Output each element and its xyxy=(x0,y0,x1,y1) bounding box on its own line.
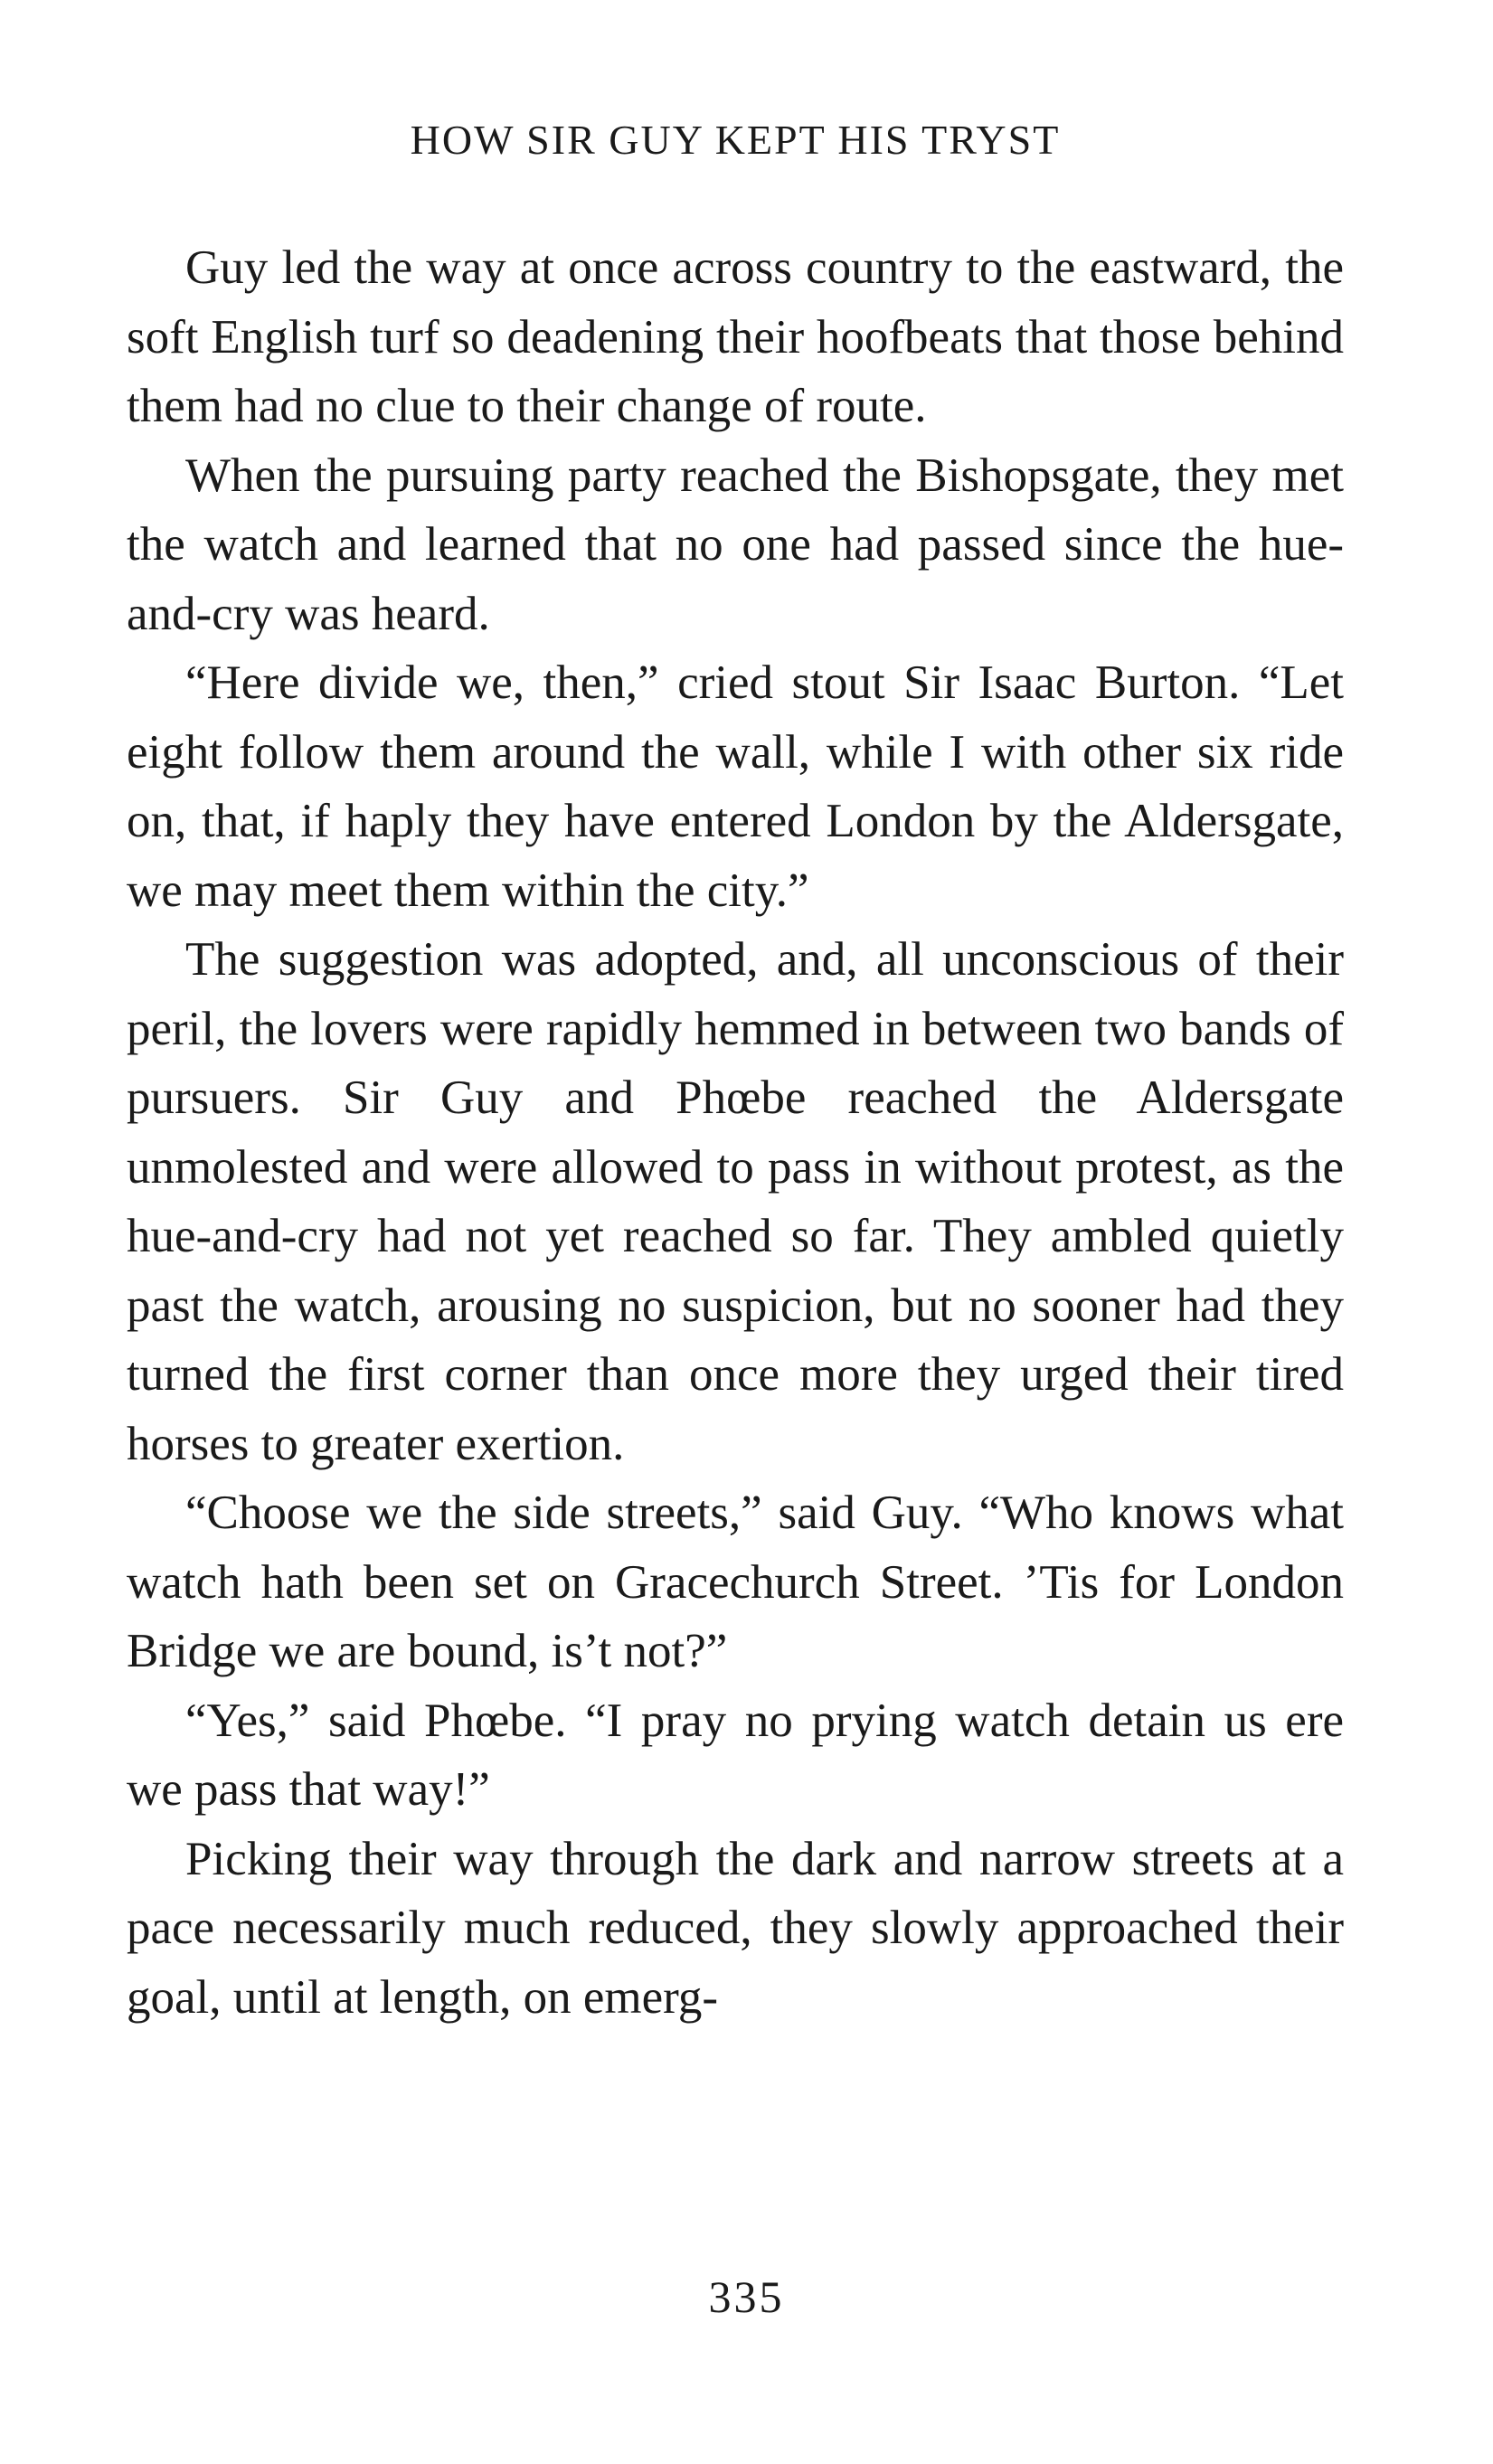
paragraph: “Yes,” said Phœbe. “I pray no prying watch detain us ere we pass that way!” xyxy=(127,1694,1344,1816)
paragraph: When the pursuing party reached the Bishopsgate, they met the watch and learned that no one had passed since the hue-and-cry was heard. xyxy=(127,448,1344,640)
paragraph: The suggestion was adopted, and, all unconscious of their peril, the lovers were rapidly hemmed in between two bands of pursuers. Sir Guy and Phœbe reached the Aldersgate unmolested and were allowed to pass in without protest, as the hue-and-cry had not yet reached so far. They ambled quietly past the watch, arousing no suspicion, but no sooner had they turned the first corner than once more they urged their tired horses to greater exertion. xyxy=(127,933,1344,1470)
page-number: 335 xyxy=(708,2271,785,2322)
paragraph: Picking their way through the dark and narrow streets at a pace necessarily much reduced, they slowly approached their goal, until at length, on emerg- xyxy=(127,1832,1344,2024)
running-head: HOW SIR GUY KEPT HIS TRYST xyxy=(410,117,1061,163)
paragraph: “Choose we the side streets,” said Guy. “Who knows what watch hath been set on Gracechurch Street. ’Tis for London Bridge we are bound, is’t not?” xyxy=(127,1487,1344,1677)
paragraph: “Here divide we, then,” cried stout Sir Isaac Burton. “Let eight follow them around the wall, while I with other six ride on, that, if haply they have entered London by the Aldersgate, we may meet them within the city.” xyxy=(127,656,1344,917)
body-text xyxy=(127,233,1344,2032)
paragraph: Guy led the way at once across country to the eastward, the soft English turf so deadening their hoofbeats that those behind them had no clue to their change of route. xyxy=(127,241,1344,432)
